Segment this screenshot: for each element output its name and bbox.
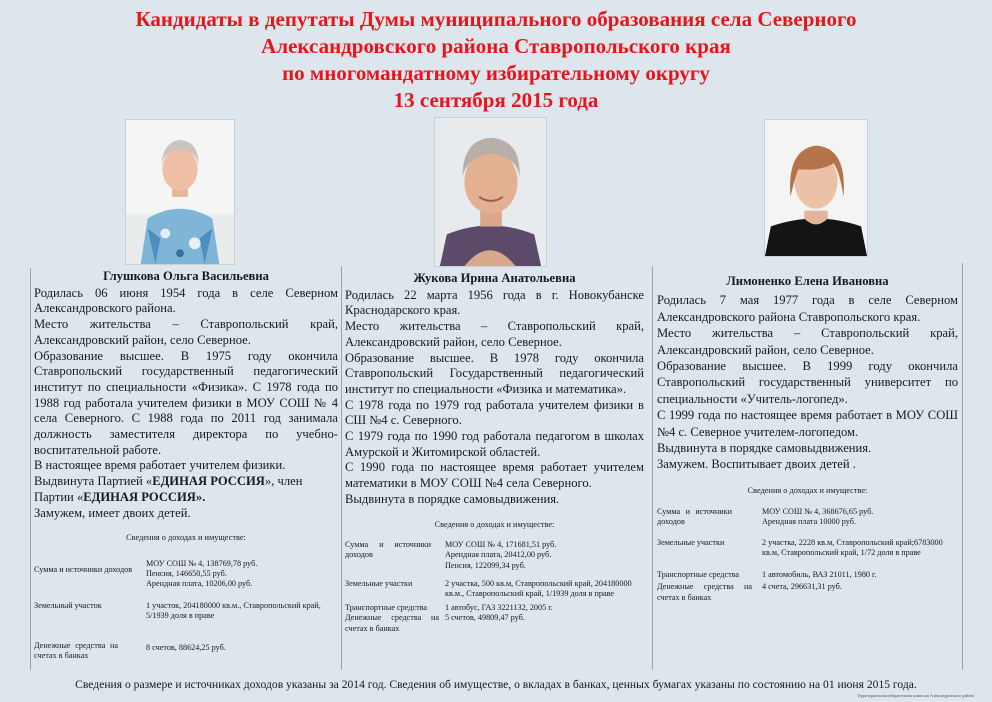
bio-residence: Место жительства – Ставропольский край, Александровский район, село Северное. <box>345 319 644 349</box>
info-row <box>34 601 338 621</box>
info-label: Сумма и источники доходов <box>34 564 133 574</box>
candidate-name: Жукова Ирина Анатольевна <box>413 271 576 285</box>
bio-education: Образование высшее. В 1978 году окончила Ставропольский Государственный педагогический институт по специальности «Физика и математика». <box>345 350 644 396</box>
bio-family: Замужем, имеет двоих детей. <box>34 505 191 520</box>
candidate-photo-2 <box>434 117 547 267</box>
info-table <box>34 554 338 661</box>
column-divider <box>30 268 31 670</box>
info-title: Сведения о доходах и имуществе: <box>747 485 868 495</box>
info-value: МОУ СОШ № 4, 368676,65 руб. Арендная плата 10000 руб. <box>762 507 874 527</box>
info-label: Денежные средства на счетах в банках <box>34 640 118 661</box>
bio-work: С 1979 года по 1990 год работала педагогом в школах Амурской и Житомирской областей. <box>345 429 644 459</box>
bio-born: Родилась 7 мая 1977 года в селе Северном Александровского района Ставропольского края. <box>657 293 958 324</box>
info-value: 2 участка, 500 кв.м, Ставропольский край, 204180000 кв.м., Ставропольский край, 1/1939 доля в праве <box>445 578 632 599</box>
info-row <box>657 507 958 527</box>
bio-nominated: Выдвинута в порядке самовыдвижения. <box>345 491 560 506</box>
info-row <box>657 570 958 580</box>
info-title: Сведения о доходах и имуществе: <box>126 533 246 543</box>
bio-born: Родилась 22 марта 1956 года в г. Новокубанске Краснодарского края. <box>345 287 644 318</box>
bio-work: С 1999 года по настоящее время работает в МОУ СОШ №4 с. Северное учителем-логопедом. <box>657 408 958 439</box>
info-label: Денежные средства на счетах в банках <box>345 613 439 633</box>
candidate-name: Глушкова Ольга Васильевна <box>103 269 269 283</box>
column-divider <box>341 266 342 670</box>
page-title <box>0 6 992 114</box>
info-label: Земельные участки <box>657 537 725 547</box>
column-divider <box>652 266 653 670</box>
candidate-card-1 <box>34 269 338 669</box>
candidate-photo-1 <box>125 119 235 265</box>
info-row <box>34 554 338 590</box>
info-value: 1 автобус, ГАЗ 3221132, 2005 г. <box>445 603 553 613</box>
info-title: Сведения о доходах и имуществе: <box>434 519 555 529</box>
info-row <box>345 603 644 613</box>
bio-work: С 1990 года по настоящее время работает учителем математики в МОУ СОШ №4 села Северного. <box>345 460 644 491</box>
info-row <box>345 613 644 633</box>
info-row <box>345 579 644 599</box>
info-row <box>34 641 338 661</box>
candidate-card-2 <box>345 271 644 642</box>
candidate-card-3 <box>657 273 958 611</box>
candidate-name: Лимоненко Елена Ивановна <box>726 274 889 288</box>
info-row <box>657 538 958 558</box>
bio-education: Образование высшее. В 1999 году окончила Ставропольский государственный университет по специальности «Учитель-логопед». <box>657 359 958 406</box>
info-label: Земельные участки <box>345 578 413 588</box>
bio-born: Родилась 06 июня 1954 года в селе Северном Александровского района. <box>34 285 338 316</box>
info-row <box>657 582 958 602</box>
info-label: Транспортные средства <box>657 570 740 580</box>
info-value: 2 участка, 2228 кв.м, Ставропольский край;6783000 кв.м, Ставропольский край, 1/72 доля в праве <box>762 537 943 557</box>
info-row <box>345 540 644 571</box>
bio-residence: Место жительства – Ставропольский край, Александровский район, село Северное. <box>657 326 958 357</box>
info-label: Сумма и источники доходов <box>345 540 431 560</box>
bio-education: Образование высшее. В 1975 году окончила Ставропольский государственный педагогический институт по специальности «Физика». С 1978 года по 1988 год работала учителем физики в МОУ СОШ № 4 села Северного. С 1988 года по 2011 год занимала должность заместителя директора по учебно-воспитательной работе. <box>34 348 338 457</box>
title-line: по многомандатному избирательному округу <box>282 61 710 85</box>
info-value: 5 счетов, 49809,47 руб. <box>445 613 525 623</box>
info-value: МОУ СОШ № 4, 138769,78 руб. Пенсия, 146650,55 руб. Арендная плата, 10206,00 руб. <box>146 558 258 589</box>
info-value: 8 счетов, 88624,25 руб. <box>146 642 226 652</box>
title-line: Александровского района Ставропольского края <box>261 34 731 58</box>
title-line: Кандидаты в депутаты Думы муниципального образования села Северного <box>135 7 857 31</box>
info-label: Транспортные средства <box>345 603 428 613</box>
info-value: МОУ СОШ № 4, 171681,51 руб. Арендная плата, 20412,00 руб. Пенсия, 122099,34 руб. <box>445 540 557 570</box>
info-label: Сумма и источники доходов <box>657 507 732 527</box>
info-label: Земельный участок <box>34 600 102 610</box>
bio-nominated: Выдвинута в порядке самовыдвижения. <box>657 441 872 456</box>
info-table <box>345 540 644 634</box>
info-table <box>657 507 958 602</box>
bio-residence: Место жительства – Ставропольский край, Александровский район, село Северное. <box>34 317 338 347</box>
info-value: 1 автомобиль, ВАЗ 21011, 1980 г. <box>762 570 877 580</box>
info-value: 4 счета, 296631,31 руб. <box>762 582 842 592</box>
bio-work: С 1978 года по 1979 год работала учителем физики в СШ №4 с. Северного. <box>345 397 644 428</box>
footer-note: Сведения о размере и источниках доходов указаны за 2014 год. Сведения об имуществе, о вкладах в банках, ценных бумагах указаны по состоянию на 01 июня 2015 года. <box>75 678 917 691</box>
candidate-photo-3 <box>764 119 868 257</box>
bio-family: Замужем. Воспитывает двоих детей . <box>657 457 856 472</box>
bio-nominated: Выдвинута Партией «ЕДИНАЯ РОССИЯ», член Партии «ЕДИНАЯ РОССИЯ». <box>34 474 303 504</box>
credit-note: Территориальная избирательная комиссия Александровского района <box>857 693 974 698</box>
bio-current: В настоящее время работает учителем физики. <box>34 458 286 473</box>
title-line: 13 сентября 2015 года <box>393 88 599 112</box>
column-divider <box>962 263 963 670</box>
info-label: Денежные средства на счетах в банках <box>657 582 752 602</box>
info-value: 1 участок, 204180000 кв.м., Ставропольский край, 5/1939 доля в праве <box>146 600 321 620</box>
